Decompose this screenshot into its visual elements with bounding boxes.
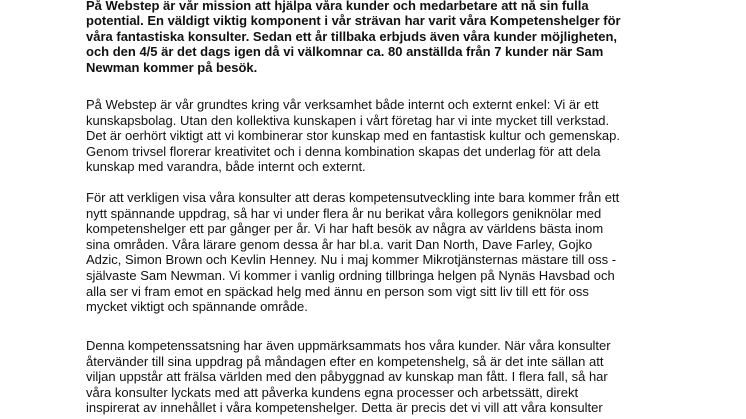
text-line: potential. En väldigt viktig komponent i vår strävan har varit våra Kompetenshelger för xyxy=(86,13,621,29)
text-line: För att verkligen visa våra konsulter att deras kompetensutveckling inte bara kommer från ett xyxy=(86,190,620,205)
text-line: återvänder till sina uppdrag på måndagen efter en kompetenshelg, så är det inte sällan att xyxy=(86,353,604,369)
text-line: nytt spännande uppdrag, så har vi under flera år nu berikat våra kollegors geniknölar med xyxy=(86,205,602,221)
text-line: Newman kommer på besök. xyxy=(86,59,258,75)
text-line: och den 4/5 är det dags igen då vi välkomnar ca. 80 anställda från 7 kunder när Sam xyxy=(86,44,604,60)
text-line: kompetenshelger ett par gånger per år. Vi har haft besök av några av världens bästa inom xyxy=(86,221,604,237)
text-line: Denna kompetenssatsning har även uppmärksammats hos våra kunder. När våra konsulter xyxy=(86,338,611,353)
text-line: våra fantastiska konsulter. Sedan ett år tillbaka erbjuds även våra kunder möjligheten, xyxy=(86,28,618,44)
text-line: På Webstep är vår grundtes kring vår verksamhet både internt och externt enkel: Vi är ett xyxy=(86,97,599,112)
text-line: viljan uppstår att frälsa världen med den påbyggnad av kunskap man fått. I flera fall, så har xyxy=(86,369,608,385)
text-line: Adzic, Simon Brown och Kevlin Henney. Nu i maj kommer Mikrotjänsternas mästare till oss - xyxy=(86,252,617,268)
text-line: våra konsulter lyckats med att påverka kundens egna processer och arbetssätt, direkt xyxy=(86,384,579,400)
text-line: Det är oerhört viktigt att vi kombinerar stor kunskap med en fantastisk kultur och gemenskap. xyxy=(86,128,620,144)
text-line: sina områden. Våra lärare genom dessa år har bl.a. varit Dan North, Dave Farley, Gojko xyxy=(86,236,593,252)
text-line: alla ser vi fram emot en späckad helg med ännu en person som vigt sitt liv till ett för oss xyxy=(86,283,589,299)
text-line: kunskap med varandra, både internt och externt. xyxy=(86,159,366,175)
text-line: kunskapsbolag. Utan den kollektiva kunskapen i vårt företag har vi inte mycket till verkstad. xyxy=(86,112,610,128)
body-paragraph-1 xyxy=(86,97,686,175)
text-line: På Webstep är vår mission att hjälpa våra kunder och medarbetare att nå sin fulla xyxy=(86,0,589,13)
lead-paragraph xyxy=(86,0,686,75)
text-line: Genom trivsel florerar kreativitet och i denna kombination skapas det underlag för att dela xyxy=(86,143,601,159)
body-paragraph-3 xyxy=(86,338,686,416)
text-line: inspirerat av innehållet i våra kompetenshelger. Detta är precis det vi vill att våra konsulter xyxy=(86,400,603,416)
text-line: mycket viktigt och spännande område. xyxy=(86,299,308,315)
body-paragraph-2 xyxy=(86,190,686,315)
text-line: självaste Sam Newman. Vi kommer i vanlig ordning tillbringa helgen på Nynäs Havsbad och xyxy=(86,267,615,283)
